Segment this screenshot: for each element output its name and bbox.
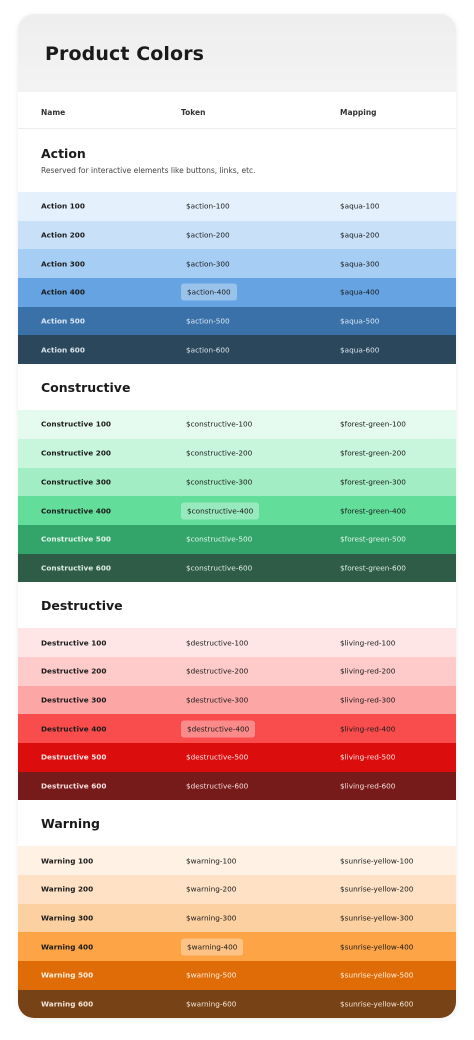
section-title: Action [41, 146, 86, 161]
color-name: Destructive 600 [41, 781, 107, 791]
color-token: $action-400 [181, 284, 237, 301]
color-name: Warning 500 [41, 970, 94, 980]
color-row [18, 249, 456, 278]
color-name: Warning 100 [41, 856, 94, 866]
color-token: $destructive-600 [186, 781, 249, 791]
color-mapping: $living-red-600 [340, 781, 396, 791]
color-row [18, 875, 456, 904]
color-mapping: $sunrise-yellow-400 [340, 942, 414, 952]
section-header-2 [18, 582, 456, 628]
color-row [18, 743, 456, 772]
color-token: $constructive-400 [181, 502, 259, 519]
color-token: $destructive-200 [186, 666, 249, 676]
section-header-1 [18, 364, 456, 410]
color-name: Destructive 100 [41, 638, 107, 648]
color-name: Action 500 [41, 316, 85, 326]
color-token: $warning-400 [181, 938, 243, 955]
color-name: Action 400 [41, 287, 85, 297]
section-header-0 [18, 129, 456, 192]
color-name: Constructive 600 [41, 563, 111, 573]
color-name: Destructive 200 [41, 666, 107, 676]
color-mapping: $forest-green-600 [340, 563, 406, 573]
color-name: Warning 200 [41, 884, 94, 894]
color-name: Warning 400 [41, 942, 94, 952]
color-name: Action 100 [41, 201, 85, 211]
color-row [18, 307, 456, 336]
color-mapping: $living-red-500 [340, 752, 396, 762]
color-token: $warning-600 [186, 999, 237, 1009]
color-row [18, 525, 456, 554]
color-name: Constructive 300 [41, 477, 111, 487]
color-row [18, 192, 456, 221]
color-token: $destructive-500 [186, 752, 249, 762]
color-mapping: $sunrise-yellow-500 [340, 970, 414, 980]
card-header [18, 14, 456, 92]
color-row [18, 278, 456, 307]
color-token: $destructive-300 [186, 695, 249, 705]
color-token: $destructive-400 [181, 720, 255, 737]
color-mapping: $forest-green-500 [340, 534, 406, 544]
color-name: Warning 600 [41, 999, 94, 1009]
color-row [18, 961, 456, 990]
color-row [18, 439, 456, 468]
color-mapping: $sunrise-yellow-600 [340, 999, 414, 1009]
section-title: Destructive [41, 598, 123, 614]
color-mapping: $sunrise-yellow-100 [340, 856, 414, 866]
color-token: $action-500 [186, 316, 230, 326]
color-row [18, 628, 456, 657]
color-row [18, 221, 456, 250]
color-name: Destructive 500 [41, 752, 107, 762]
color-row [18, 772, 456, 801]
color-mapping: $forest-green-200 [340, 448, 406, 458]
section-header-3 [18, 800, 456, 846]
color-mapping: $aqua-300 [340, 259, 380, 269]
color-mapping: $aqua-600 [340, 345, 380, 355]
table-column-headers [18, 92, 456, 129]
color-mapping: $sunrise-yellow-200 [340, 884, 414, 894]
column-header-mapping: Mapping [340, 108, 377, 117]
color-token: $action-600 [186, 345, 230, 355]
color-mapping: $sunrise-yellow-300 [340, 913, 414, 923]
color-name: Constructive 200 [41, 448, 111, 458]
color-mapping: $aqua-500 [340, 316, 380, 326]
color-row [18, 554, 456, 583]
color-row [18, 410, 456, 439]
color-token: $warning-300 [186, 913, 237, 923]
color-token: $constructive-500 [186, 534, 253, 544]
page-title: Product Colors [45, 43, 205, 65]
color-mapping: $living-red-200 [340, 666, 396, 676]
color-name: Destructive 400 [41, 724, 107, 734]
color-token: $constructive-100 [186, 419, 253, 429]
color-token: $destructive-100 [186, 638, 249, 648]
color-token: $constructive-200 [186, 448, 253, 458]
color-token: $warning-100 [186, 856, 237, 866]
color-mapping: $forest-green-100 [340, 419, 406, 429]
color-row [18, 468, 456, 497]
color-token: $action-200 [186, 230, 230, 240]
color-sections [18, 129, 456, 1018]
color-mapping: $living-red-100 [340, 638, 396, 648]
color-name: Action 200 [41, 230, 85, 240]
color-token: $constructive-600 [186, 563, 253, 573]
color-mapping: $aqua-100 [340, 201, 380, 211]
section-title: Constructive [41, 380, 131, 396]
color-mapping: $living-red-300 [340, 695, 396, 705]
color-token: $action-100 [186, 201, 230, 211]
color-name: Action 300 [41, 259, 85, 269]
color-row [18, 686, 456, 715]
color-token: $action-300 [186, 259, 230, 269]
section-description: Reserved for interactive elements like buttons, links, etc. [41, 166, 256, 175]
color-name: Constructive 100 [41, 419, 111, 429]
color-name: Destructive 300 [41, 695, 107, 705]
color-row [18, 904, 456, 933]
color-row [18, 990, 456, 1018]
column-header-token: Token [181, 108, 206, 117]
color-name: Constructive 400 [41, 506, 111, 516]
color-row [18, 846, 456, 875]
color-mapping: $forest-green-400 [340, 506, 406, 516]
color-mapping: $forest-green-300 [340, 477, 406, 487]
product-colors-card [18, 14, 456, 1018]
color-mapping: $living-red-400 [340, 724, 396, 734]
color-token: $warning-200 [186, 884, 237, 894]
color-row [18, 714, 456, 743]
color-row [18, 932, 456, 961]
color-row [18, 657, 456, 686]
color-name: Warning 300 [41, 913, 94, 923]
color-row [18, 496, 456, 525]
color-name: Action 600 [41, 345, 85, 355]
color-name: Constructive 500 [41, 534, 111, 544]
section-title: Warning [41, 816, 100, 832]
column-header-name: Name [41, 108, 66, 117]
color-row [18, 335, 456, 364]
color-mapping: $aqua-200 [340, 230, 380, 240]
color-token: $constructive-300 [186, 477, 253, 487]
color-mapping: $aqua-400 [340, 287, 380, 297]
color-token: $warning-500 [186, 970, 237, 980]
